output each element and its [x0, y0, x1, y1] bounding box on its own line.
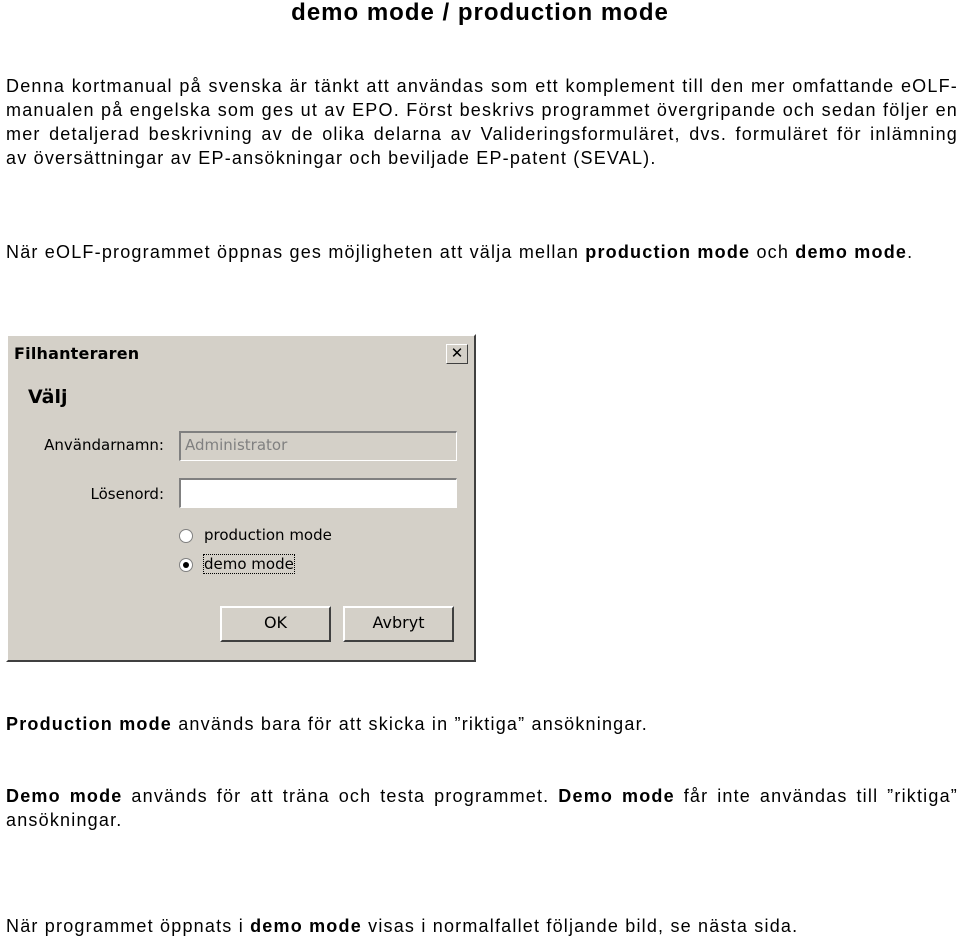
dialog-heading: Välj	[28, 386, 68, 408]
password-label: Lösenord:	[90, 485, 164, 503]
final-note-after: visas i normalfallet följande bild, se nästa sida.	[361, 916, 799, 936]
final-note	[6, 914, 958, 938]
choice-demo-mode: demo mode	[795, 242, 908, 262]
demo-note	[6, 784, 958, 832]
close-icon: ✕	[450, 344, 464, 362]
final-note-bold: demo mode	[250, 916, 362, 936]
demo-note-bold-1: Demo mode	[6, 786, 123, 806]
page-title: demo mode / production mode	[291, 0, 669, 26]
dialog-title: Filhanteraren	[14, 344, 140, 363]
file-manager-dialog	[6, 334, 476, 662]
choice-text-before: När eOLF-programmet öppnas ges möjligheten att välja mellan	[6, 242, 586, 262]
choice-production-mode: production mode	[585, 242, 751, 262]
radio-selected-dot	[183, 562, 189, 568]
production-note	[6, 712, 958, 736]
choice-text-mid: och	[750, 242, 796, 262]
choice-paragraph	[6, 240, 958, 264]
radio-demo-mode[interactable]	[179, 558, 193, 572]
production-note-text: används bara för att skicka in ”riktiga” ansökningar.	[172, 714, 649, 734]
radio-production-label[interactable]: production mode	[204, 526, 332, 544]
final-note-before: När programmet öppnats i	[6, 916, 251, 936]
cancel-button[interactable]: Avbryt	[343, 606, 454, 642]
radio-demo-label[interactable]: demo mode	[204, 555, 294, 573]
intro-paragraph: Denna kortmanual på svenska är tänkt att användas som ett komplement till den mer omfattande eOLF-manualen på engelska som ges ut av EPO. Först beskrivs programmet övergripande och sedan följer en mer detaljerad beskrivning av de olika delarna av Valideringsformuläret, dvs. formuläret för inlämning av översättningar av EP-ansökningar och beviljade EP-patent (SEVAL).	[6, 76, 958, 168]
demo-note-bold-2: Demo mode	[558, 786, 675, 806]
radio-production-mode[interactable]	[179, 529, 193, 543]
demo-note-text-rest: får inte användas till ”riktiga” ansökningar.	[6, 786, 958, 830]
demo-note-text-mid: används för att träna och testa programmet.	[122, 786, 559, 806]
close-button[interactable]	[446, 344, 468, 364]
username-label: Användarnamn:	[44, 436, 164, 454]
choice-text-after: .	[907, 242, 914, 262]
dialog-titlebar[interactable]	[10, 338, 472, 368]
password-field[interactable]	[179, 478, 457, 508]
ok-button[interactable]: OK	[220, 606, 331, 642]
username-field[interactable]: Administrator	[179, 431, 457, 461]
production-note-bold: Production mode	[6, 714, 172, 734]
